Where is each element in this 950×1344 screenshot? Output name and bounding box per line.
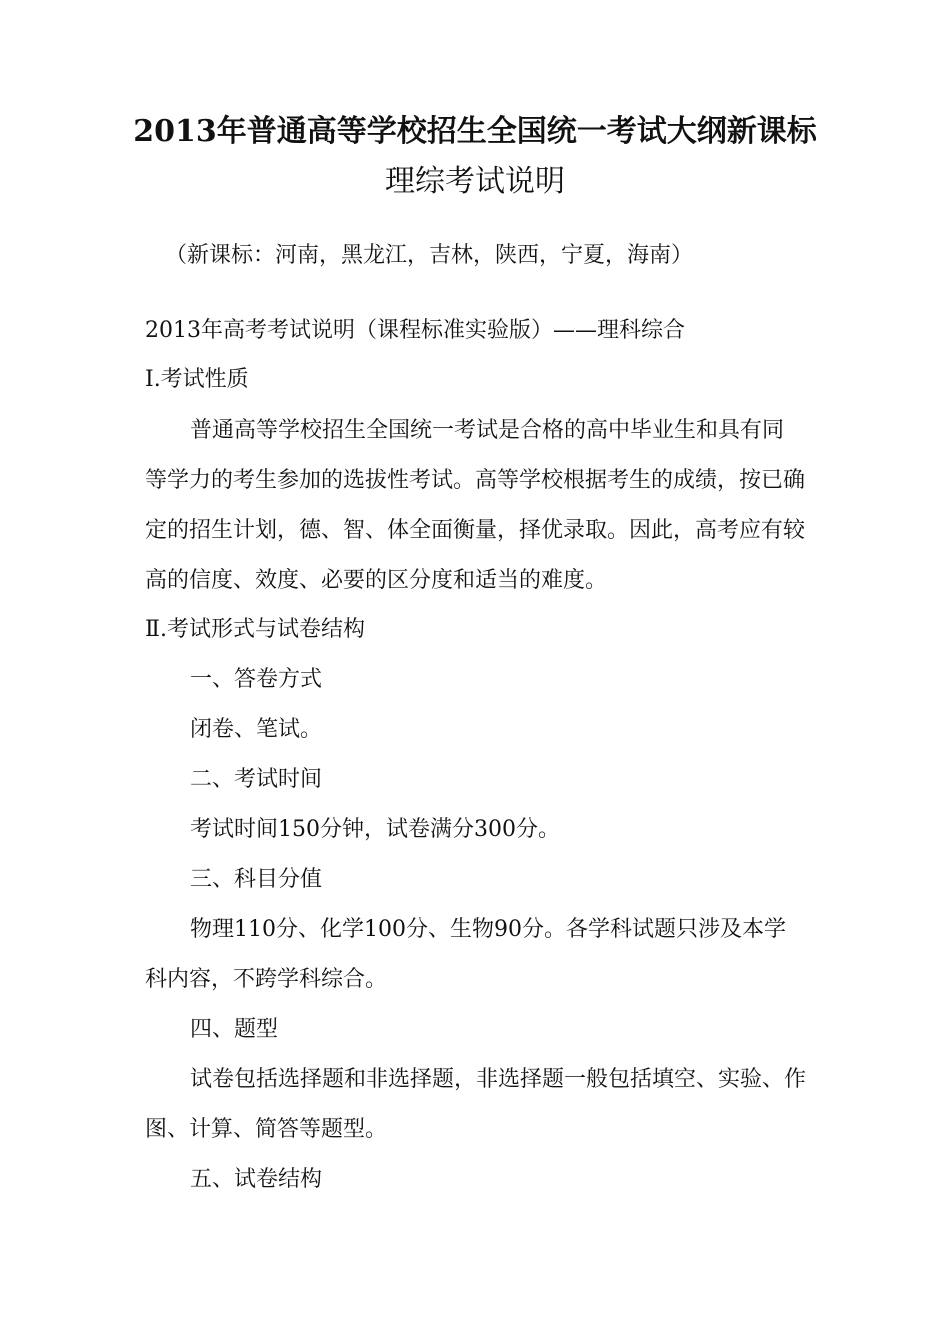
document-title-line1: 2013年普通高等学校招生全国统一考试大纲新课标 [133,114,817,149]
provinces-note: （新课标：河南，黑龙江，吉林，陕西，宁夏，海南） [165,243,694,268]
item-heading: 一、答卷方式 [190,667,323,692]
item-text: 闭卷、笔试。 [190,717,323,742]
section1-para-line: 高的信度、效度、必要的区分度和适当的难度。 [145,568,608,593]
item-text: 科内容，不跨学科综合。 [145,967,388,992]
item-heading: 三、科目分值 [190,867,323,892]
section1-para-line: 普通高等学校招生全国统一考试是合格的高中毕业生和具有同 [190,418,785,443]
item-heading: 二、考试时间 [190,767,323,792]
item-text: 物理110分、化学100分、生物90分。各学科试题只涉及本学 [190,917,786,942]
item-heading: 五、试卷结构 [190,1167,323,1192]
document-heading: 2013年高考考试说明（课程标准实验版）——理科综合 [145,318,685,343]
section1-para-line: 定的招生计划，德、智、体全面衡量，择优录取。因此，高考应有较 [145,518,806,543]
section1-heading: Ⅰ.考试性质 [145,367,249,392]
document-title-line2: 理综考试说明 [385,164,565,199]
item-heading: 四、题型 [190,1017,279,1042]
item-text: 图、计算、简答等题型。 [145,1117,388,1142]
section2-heading: Ⅱ.考试形式与试卷结构 [145,617,365,642]
item-text: 考试时间150分钟，试卷满分300分。 [190,817,560,842]
section1-para-line: 等学力的考生参加的选拔性考试。高等学校根据考生的成绩，按已确 [145,468,806,493]
item-text: 试卷包括选择题和非选择题，非选择题一般包括填空、实验、作 [190,1067,807,1092]
